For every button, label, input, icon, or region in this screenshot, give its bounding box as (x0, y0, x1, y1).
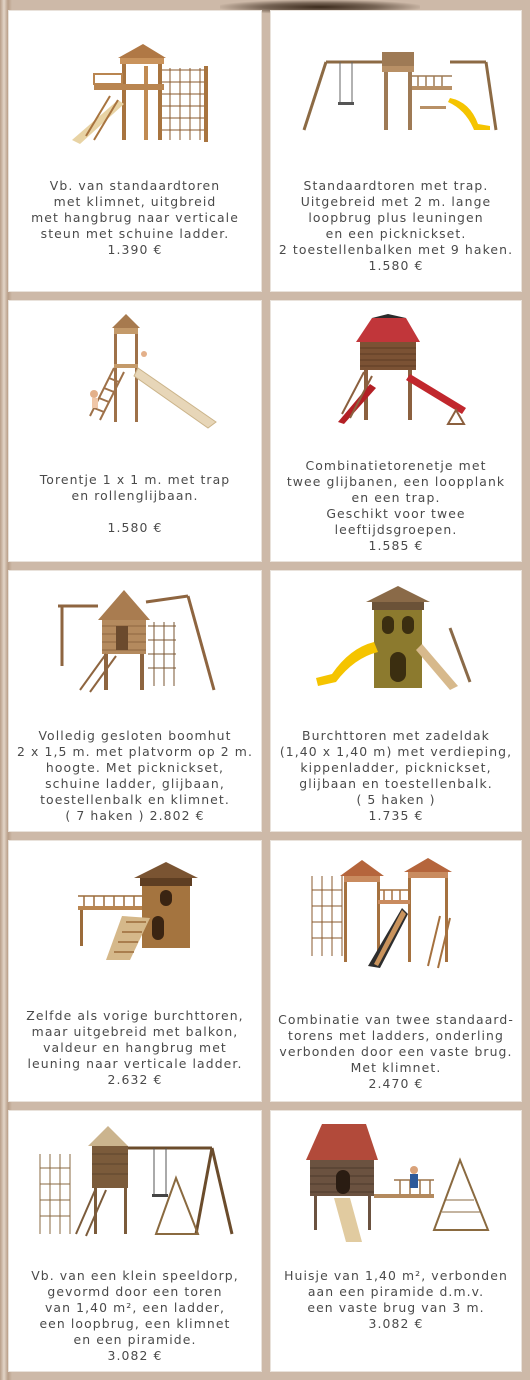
playtower-image (300, 40, 500, 140)
product-caption: Vb. van standaardtoren met klimnet, uitgbreid met hangbrug naar verticale steun met schuine ladder. 1.390 € (31, 178, 239, 257)
product-card-5 (8, 570, 262, 832)
product-caption: Vb. van een klein speeldorp, gevormd door een toren van 1,40 m², een ladder, een loopbrug, een klimnet en een piramide. 3.082 € (31, 1268, 239, 1363)
double-tower-image (310, 856, 470, 976)
product-caption: Combinatie van twee standaard- torens met ladders, onderling verbonden door een vaste brug. Met klimnet. 2.470 € (278, 1012, 514, 1091)
playhouse-image (298, 1120, 498, 1250)
product-caption: Standaardtoren met trap. Uitgebreid met 2 m. lange loopbrug plus leuningen en een picknickset. 2 toestellenbalken met 9 haken. 1.580 € (278, 178, 514, 273)
play-village-image (36, 1124, 236, 1244)
product-card-6 (270, 570, 522, 832)
product-caption: Burchttoren met zadeldak (1,40 x 1,40 m) met verdieping, kippenladder, picknickset, glijbaan en toestellenbalk. ( 5 haken ) 1.735 € (279, 728, 513, 823)
product-card-7 (8, 840, 262, 1102)
product-card-1 (8, 10, 262, 292)
treehouse-image (58, 586, 218, 696)
product-caption: Zelfde als vorige burchttoren, maar uitgebreid met balkon, valdeur en hangbrug met leuning naar verticale ladder. 2.632 € (26, 1008, 244, 1087)
castle-tower-image (70, 860, 210, 970)
product-caption: Volledig gesloten boomhut 2 x 1,5 m. met platvorm op 2 m. hoogte. Met picknickset, schuine ladder, glijbaan, toestellenbalk en klimnet. ( 7 haken ) 2.802 € (16, 728, 254, 823)
product-caption: Torentje 1 x 1 m. met trap en rollenglijbaan. 1.580 € (39, 472, 231, 535)
playtower-image (336, 314, 476, 428)
product-caption: Combinatietorenetje met twee glijbanen, een loopplank en een trap. Geschikt voor twee leeftijdsgroepen. 1.585 € (286, 458, 506, 553)
playtower-image (58, 40, 218, 150)
playtower-image (74, 312, 224, 432)
castle-tower-image (310, 582, 480, 702)
product-card-4 (270, 300, 522, 562)
product-card-2 (270, 10, 522, 292)
product-card-8 (270, 840, 522, 1102)
product-card-3 (8, 300, 262, 562)
product-caption: Huisje van 1,40 m², verbonden aan een piramide d.m.v. een vaste brug van 3 m. 3.082 € (284, 1268, 508, 1331)
product-card-10 (270, 1110, 522, 1372)
product-card-9 (8, 1110, 262, 1372)
